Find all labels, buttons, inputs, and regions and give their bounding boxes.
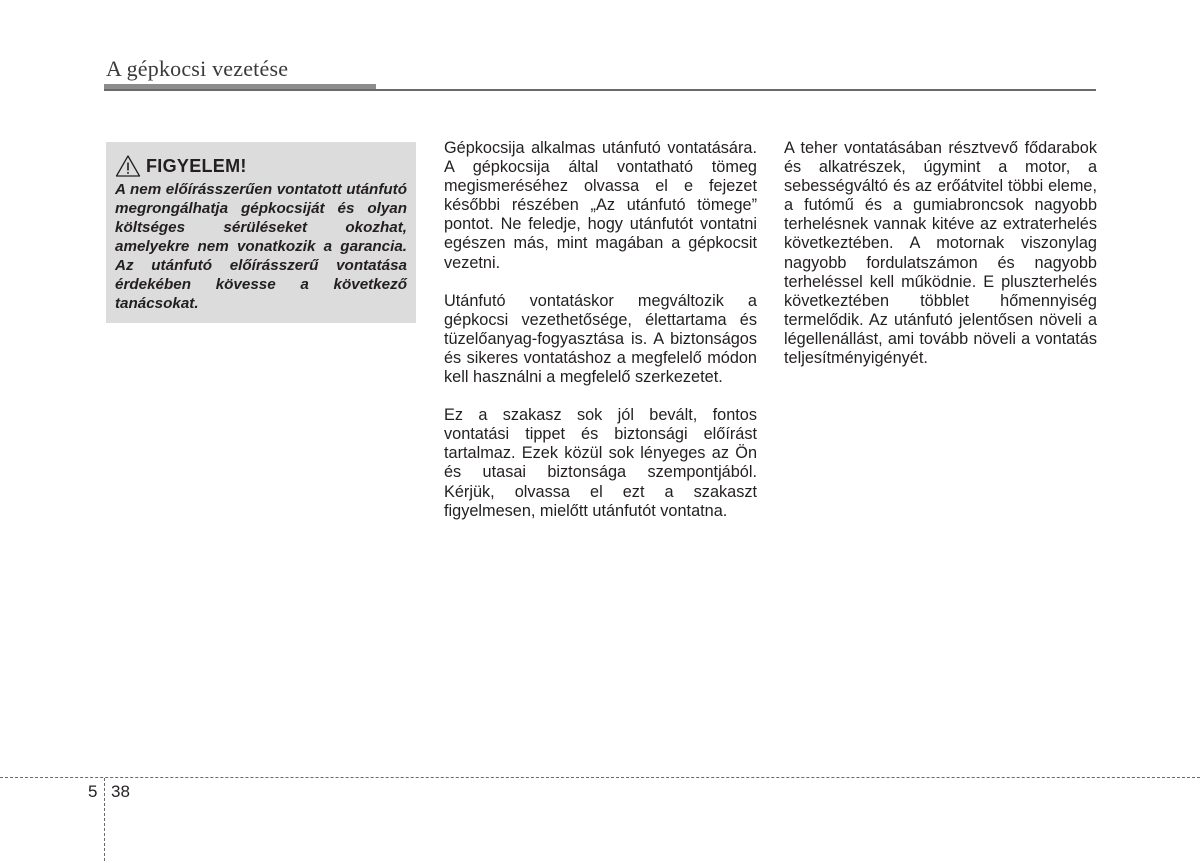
footer-vertical-divider	[104, 778, 105, 861]
warning-text: A nem előírásszerűen vontatott utánfutó megrongálhatja gépkocsiját és olyan költséges sérüléseket okozhat, amelyekre nem vonatkozik a garancia. Az utánfutó előírásszerű vontatása érdekében kövesse a következő tanácsokat.	[115, 181, 407, 312]
warning-triangle-icon	[115, 154, 141, 178]
page-number: 38	[111, 782, 130, 801]
chapter-number: 5	[88, 782, 98, 801]
paragraph: A teher vontatásában résztvevő fődarabok és alkatrészek, úgymint a motor, a sebességváltó és az erőátvitel többi eleme, a futómű és a gumiabroncsok nagyobb terhelésnek vannak kitéve az extraterhelés következtében. A motornak viszonylag nagyobb fordulatszámon és nagyobb terheléssel kell működnie. E pluszterhelés következtében többlet hőmennyiség termelődik. Az utánfutó jelentősen növeli a légellenállást, ami tovább növeli a vontatás teljesítményigényét.	[784, 139, 1097, 368]
footer-divider	[0, 777, 1200, 778]
page-section-title: A gépkocsi vezetése	[106, 56, 289, 81]
warning-box	[106, 142, 416, 323]
paragraph: Utánfutó vontatáskor megváltozik a gépkocsi vezethetősége, élettartama és tüzelőanyag-fogyasztása is. A biztonságos és sikeres vontatáshoz a megfelelő módon kell használni a megfelelő szerkezetet.	[444, 291, 757, 387]
header-divider	[104, 89, 1096, 91]
text-column-right	[784, 139, 1097, 387]
warning-header	[115, 154, 407, 178]
warning-title: FIGYELEM!	[146, 155, 247, 176]
paragraph: Ez a szakasz sok jól bevált, fontos vontatási tippet és biztonsági előírást tartalmaz. Ezek közül sok lényeges az Ön és utasai biztonsága szempontjából. Kérjük, olvassa el ezt a szakaszt figyelmesen, mielőtt utánfutót vontatna.	[444, 406, 757, 520]
paragraph: Gépkocsija alkalmas utánfutó vontatására. A gépkocsija által vontatható tömeg megismeréséhez olvassa el e fejezet későbbi részében „Az utánfutó tömege” pontot. Ne feledje, hogy utánfutót vontatni egészen más, mint magában a gépkocsit vezetni.	[444, 139, 757, 272]
text-column-middle	[444, 139, 757, 540]
